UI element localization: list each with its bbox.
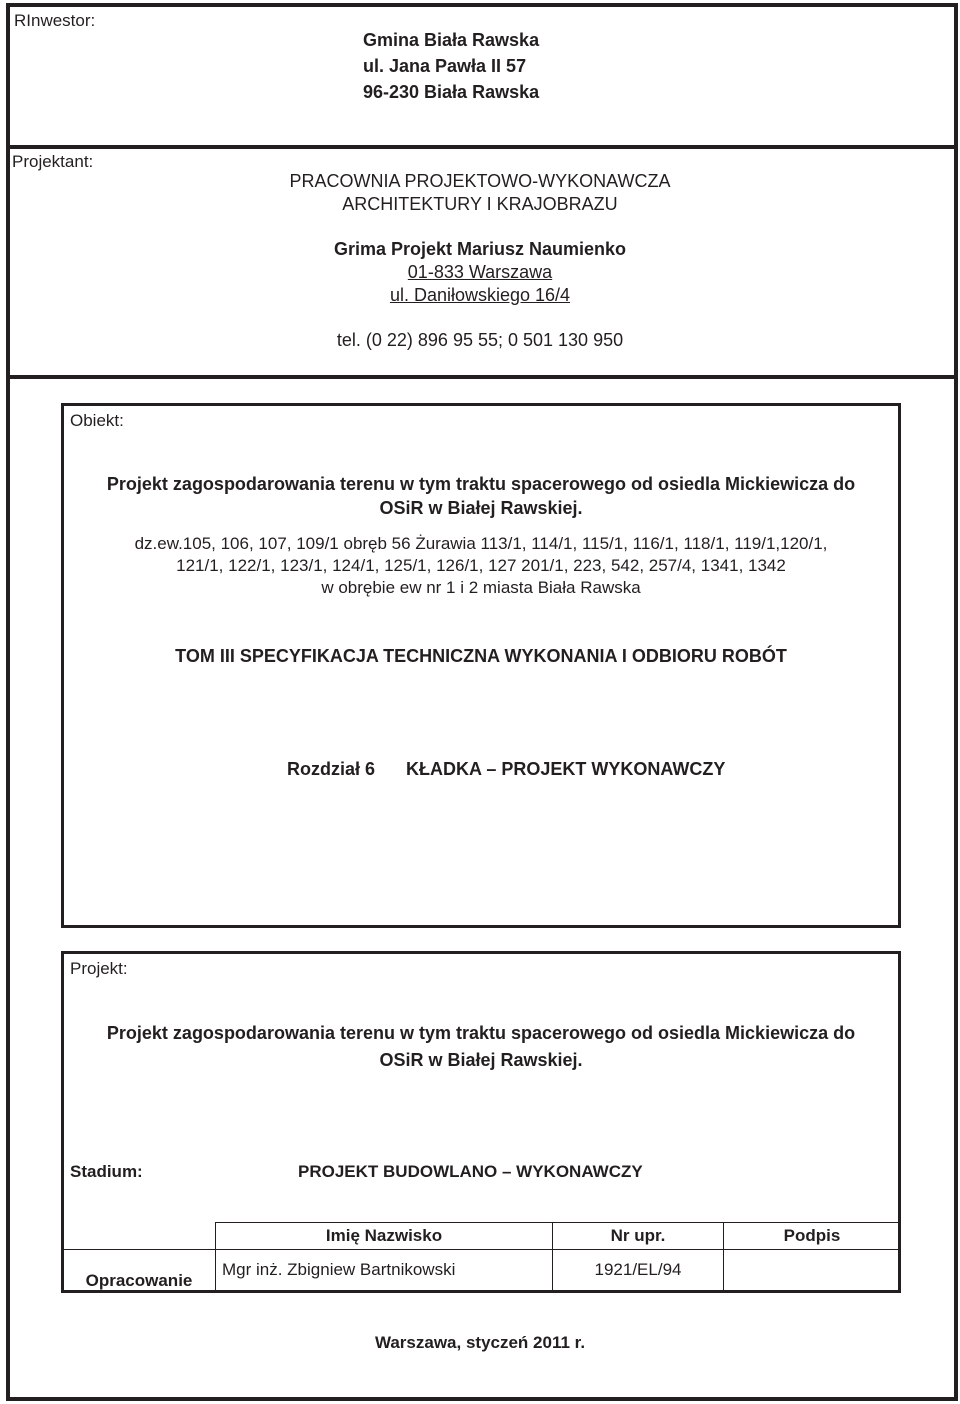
table-corner-cell [63,1223,216,1250]
company-name: Grima Projekt Mariusz Naumienko [333,239,627,259]
row-label-prepared-by: Opracowanie [63,1250,216,1293]
investor-line-3: 96-230 Biała Rawska [363,82,540,102]
cell-license: 1921/EL/94 [553,1250,724,1293]
investor-label: RInwestor: [14,11,96,30]
parcel-line-1: dz.ew.105, 106, 107, 109/1 obręb 56 Żurawia 113/1, 114/1, 115/1, 116/1, 118/1, 119/1,120/1, [134,534,828,553]
header-license: Nr upr. [553,1223,724,1250]
parcel-line-3: w obrębie ew nr 1 i 2 miasta Biała Rawska [321,578,641,597]
company-city: 01-833 Warszawa [407,262,553,282]
volume-title: TOM III SPECYFIKACJA TECHNICZNA WYKONANIA I ODBIORU ROBÓT [175,646,787,666]
object-title-line-1: Projekt zagospodarowania terenu w tym traktu spacerowego od osiedla Mickiewicza do [106,474,856,494]
signature-table [63,1222,901,1293]
designer-section [6,149,958,379]
company-phone: tel. (0 22) 896 95 55; 0 501 130 950 [336,330,624,350]
company-street: ul. Daniłowskiego 16/4 [389,285,571,305]
chapter-label: Rozdział 6 [287,759,376,779]
project-label: Projekt: [70,959,128,978]
header-name: Imię Nazwisko [216,1223,553,1250]
cell-name: Mgr inż. Zbigniew Bartnikowski [216,1250,553,1293]
object-label: Obiekt: [70,411,124,430]
object-box [61,403,901,928]
investor-section [6,3,958,149]
project-title-line-2: OSiR w Białej Rawskiej. [379,1050,583,1070]
investor-line-2: ul. Jana Pawła II 57 [363,56,527,76]
investor-line-1: Gmina Biała Rawska [363,30,540,50]
firm-line-2: ARCHITEKTURY I KRAJOBRAZU [342,194,618,214]
header-signature: Podpis [724,1223,901,1250]
place-date: Warszawa, styczeń 2011 r. [374,1333,586,1352]
object-title-line-2: OSiR w Białej Rawskiej. [379,498,583,518]
designer-label: Projektant: [12,152,94,171]
stage-label: Stadium: [70,1162,143,1181]
cell-signature [724,1250,901,1293]
parcel-line-2: 121/1, 122/1, 123/1, 124/1, 125/1, 126/1, 127 201/1, 223, 542, 257/4, 1341, 1342 [176,556,786,575]
chapter-title: KŁADKA – PROJEKT WYKONAWCZY [406,759,726,779]
firm-line-1: PRACOWNIA PROJEKTOWO-WYKONAWCZA [289,171,671,191]
project-title-line-1: Projekt zagospodarowania terenu w tym traktu spacerowego od osiedla Mickiewicza do [106,1023,856,1043]
stage-value: PROJEKT BUDOWLANO – WYKONAWCZY [298,1162,643,1181]
